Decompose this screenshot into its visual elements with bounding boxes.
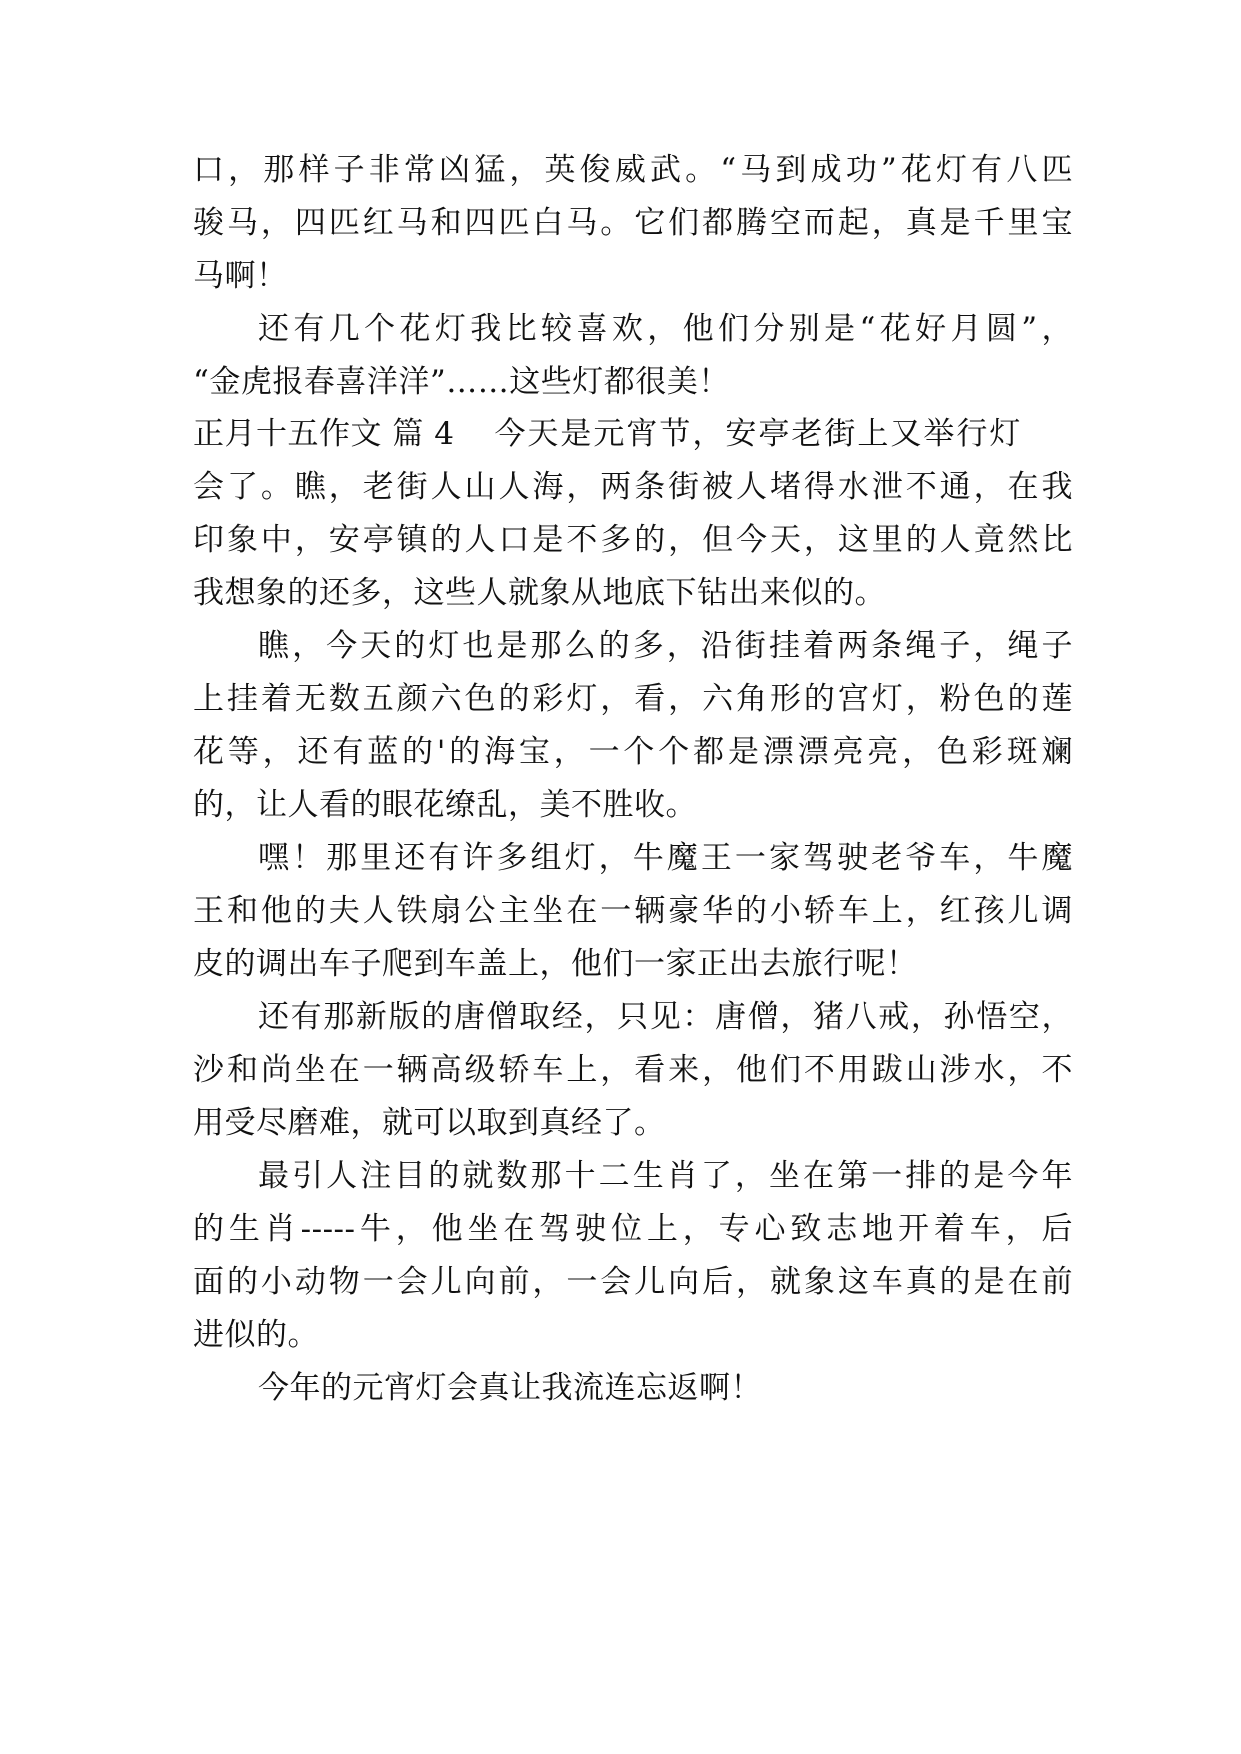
text-line-10: 瞧，今天的灯也是那么的多，沿街挂着两条绳子，绳子	[258, 628, 1073, 664]
text-line-7: 会了。瞧，老街人山人海，两条街被人堵得水泄不通，在我	[193, 469, 1073, 505]
text-line-5: “金虎报春喜洋洋”……这些灯都很美！	[193, 364, 730, 400]
text-line-15: 王和他的夫人铁扇公主坐在一辆豪华的小轿车上，红孩儿调	[193, 893, 1073, 929]
text-line-3: 马啊！	[193, 258, 288, 294]
section-heading-line	[193, 414, 1073, 454]
text-line-2: 骏马，四匹红马和四匹白马。它们都腾空而起，真是千里宝	[193, 205, 1073, 241]
text-line-16: 皮的调出车子爬到车盖上，他们一家正出去旅行呢！	[193, 946, 918, 982]
text-line-18: 沙和尚坐在一辆高级轿车上，看来，他们不用跋山涉水，不	[193, 1052, 1073, 1088]
text-line-1: 口，那样子非常凶猛，英俊威武。“马到成功”花灯有八匹	[193, 152, 1073, 188]
text-line-11: 上挂着无数五颜六色的彩灯，看，六角形的宫灯，粉色的莲	[193, 681, 1073, 717]
text-line-6: 今天是元宵节，安亭老街上又举行灯	[494, 416, 1023, 452]
text-line-13: 的，让人看的眼花缭乱，美不胜收。	[193, 787, 697, 823]
text-line-22: 面的小动物一会儿向前，一会儿向后，就象这车真的是在前	[193, 1264, 1073, 1300]
text-line-4: 还有几个花灯我比较喜欢，他们分别是“花好月圆”，	[258, 311, 1073, 347]
text-line-12: 花等，还有蓝的'的海宝，一个个都是漂漂亮亮，色彩斑斓	[193, 734, 1073, 770]
text-line-23: 进似的。	[193, 1317, 319, 1353]
text-line-14: 嘿！那里还有许多组灯，牛魔王一家驾驶老爷车，牛魔	[258, 840, 1073, 876]
text-line-17: 还有那新版的唐僧取经，只见：唐僧，猪八戒，孙悟空，	[258, 999, 1073, 1035]
text-line-9: 我想象的还多，这些人就象从地底下钻出来似的。	[193, 575, 886, 611]
text-line-20: 最引人注目的就数那十二生肖了，坐在第一排的是今年	[258, 1158, 1073, 1194]
text-line-19: 用受尽磨难，就可以取到真经了。	[193, 1105, 666, 1141]
section-heading: 正月十五作文 篇 4	[193, 416, 455, 452]
text-line-21: 的生肖-----牛，他坐在驾驶位上，专心致志地开着车，后	[193, 1211, 1073, 1247]
text-line-8: 印象中，安亭镇的人口是不多的，但今天，这里的人竟然比	[193, 522, 1073, 558]
text-line-24: 今年的元宵灯会真让我流连忘返啊！	[258, 1370, 762, 1406]
